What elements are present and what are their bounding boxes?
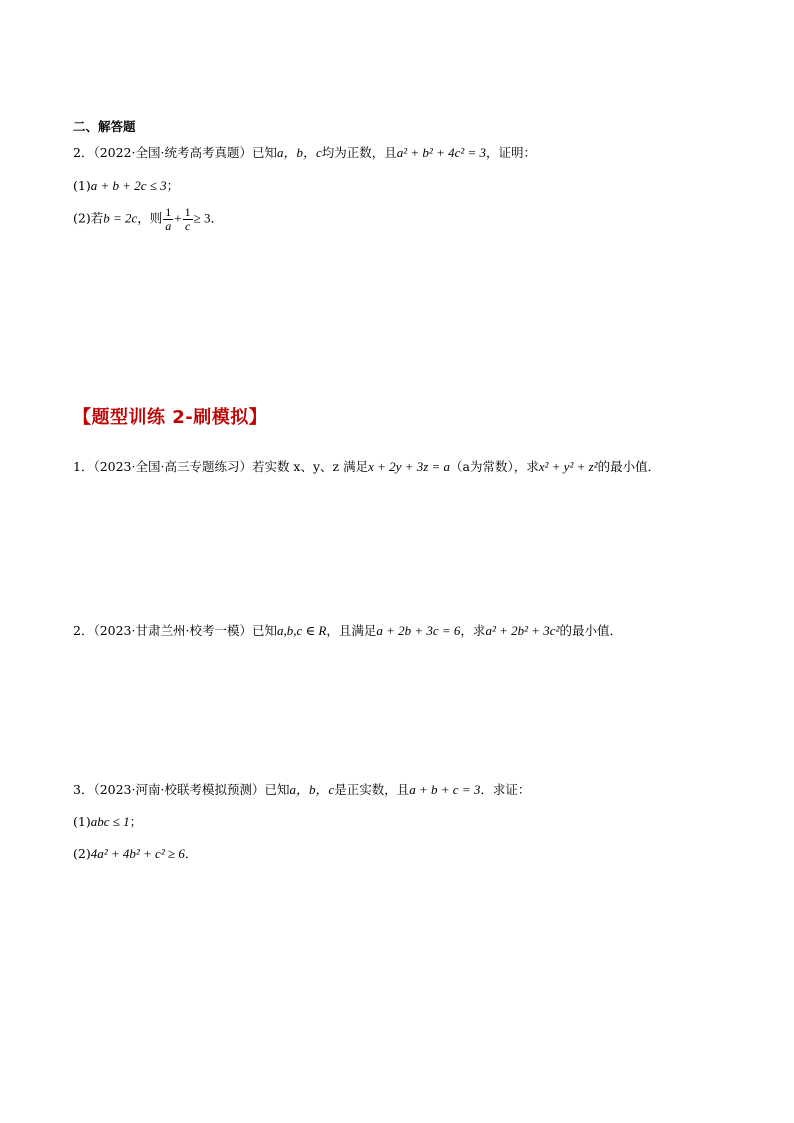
mock-question-1: [73, 459, 660, 475]
question-2-condition: a² + b² + 4c² = 3: [396, 145, 487, 160]
question-2-part-1: [73, 178, 179, 194]
fraction-denominator: a: [165, 218, 172, 233]
question-2-mid: 均为正数，且: [321, 145, 397, 160]
question-2-stem: [73, 145, 536, 161]
question-2-prefix: 2．（2023·甘肃兰州·校考一模）已知: [73, 623, 277, 638]
part-label: (2): [73, 846, 91, 861]
mock-question-3-part-1: [73, 814, 142, 830]
question-2-prefix: 2．（2022·全国·统考高考真题）已知: [73, 145, 277, 160]
part-1-inequality: a + b + 2c ≤ 3: [90, 178, 167, 193]
fraction-1-over-a: [163, 206, 173, 232]
part-2-condition: b = 2c: [103, 210, 138, 226]
question-3-mid: 是正实数，且: [334, 782, 410, 797]
fraction-numerator: 1: [165, 205, 172, 219]
question-2-mid2: ，求: [460, 623, 486, 638]
part-end: ；: [129, 814, 143, 829]
question-2-condition: a + 2b + 3c = 6: [376, 623, 461, 638]
part-label: (1): [73, 178, 91, 193]
question-3-vars: a，b，c: [289, 782, 335, 797]
question-2-target: a² + 2b² + 3c²: [485, 623, 560, 638]
part-end: ．: [210, 210, 224, 226]
question-3-suffix: ．求证：: [480, 782, 531, 797]
question-3-condition: a + b + c = 3: [409, 782, 481, 797]
question-2-vars: a，b，c: [276, 145, 322, 160]
part-end: ．: [184, 846, 198, 861]
question-1-suffix: 的最小值．: [597, 459, 661, 474]
mock-question-2: [73, 623, 622, 639]
part-label: (1): [73, 814, 91, 829]
part-2-then: ，则: [137, 210, 163, 226]
part-end: ；: [166, 178, 180, 193]
fraction-numerator: 1: [184, 205, 191, 219]
fraction-denominator: c: [184, 218, 191, 233]
plus-sign: +: [174, 210, 182, 226]
practice-banner: 【题型训练 2-刷模拟】: [73, 407, 268, 428]
question-1-target: x² + y² + z²: [538, 459, 598, 474]
mock-question-3: [73, 782, 530, 798]
part-1-inequality: abc ≤ 1: [90, 814, 130, 829]
fraction-1-over-c: [183, 206, 193, 232]
part-label: (2)若: [73, 210, 104, 226]
question-2-suffix: ，证明：: [486, 145, 537, 160]
question-1-condition: x + 2y + 3z = a: [368, 459, 451, 474]
question-2-part-2: [73, 206, 223, 232]
question-2-set: a,b,c ∈ R: [276, 623, 327, 638]
part-2-inequality: 4a² + 4b² + c² ≥ 6: [90, 846, 185, 861]
question-1-paren: （a为常数），求: [450, 459, 539, 474]
mock-question-3-part-2: [73, 846, 197, 862]
question-1-prefix: 1．（2023·全国·高三专题练习）若实数 x、y、z 满足: [73, 459, 369, 474]
part-2-inequality: ≥ 3: [193, 210, 211, 226]
question-3-prefix: 3．（2023·河南·校联考模拟预测）已知: [73, 782, 290, 797]
question-2-mid: ，且满足: [326, 623, 377, 638]
section-heading: 二、解答题: [73, 119, 136, 134]
question-2-suffix: 的最小值．: [559, 623, 622, 638]
